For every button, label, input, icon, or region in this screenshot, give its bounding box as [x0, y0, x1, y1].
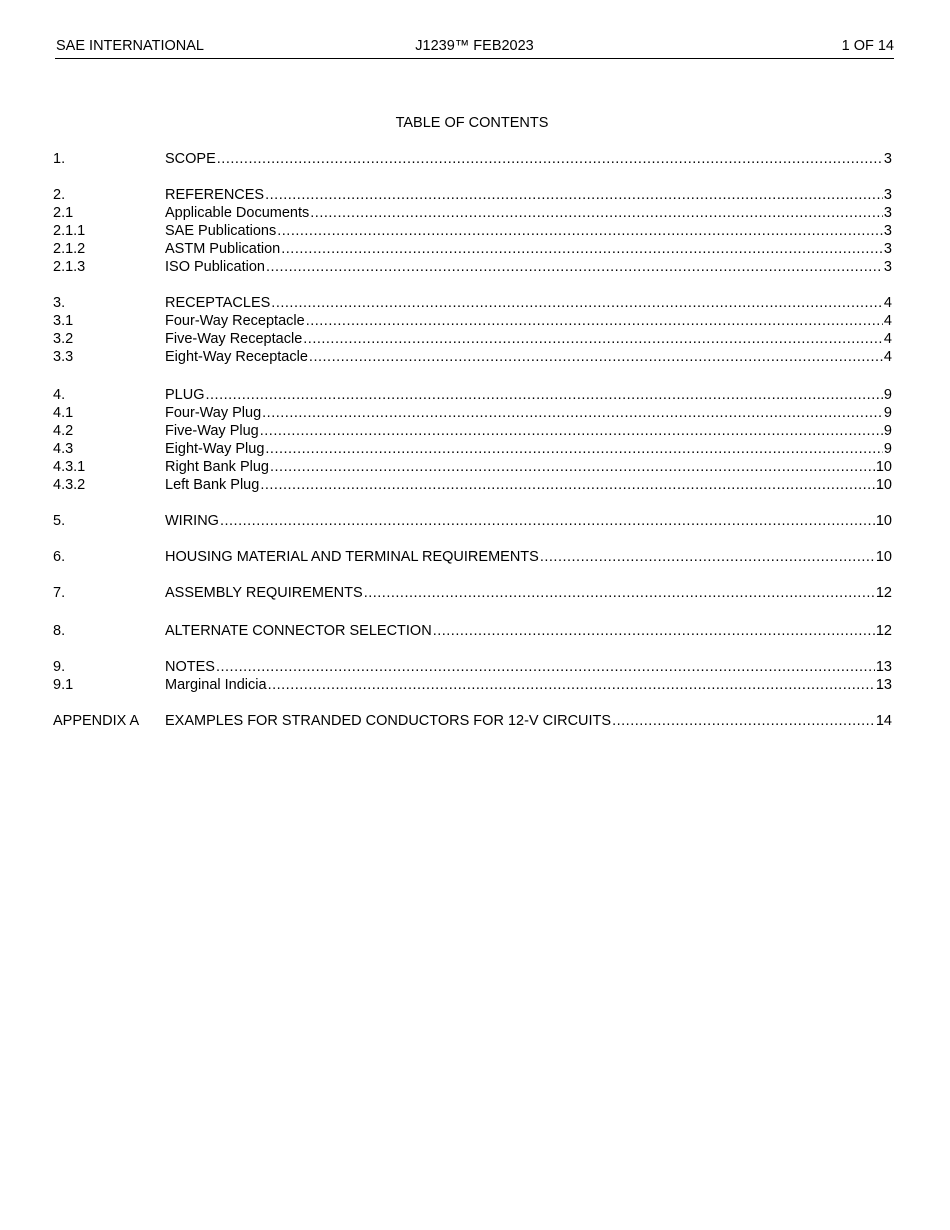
toc-entry[interactable] — [53, 240, 892, 258]
header-organization: SAE INTERNATIONAL — [56, 38, 204, 54]
toc-entry-title: ISO Publication — [165, 259, 265, 275]
toc-entry[interactable] — [53, 330, 892, 348]
toc-entry[interactable] — [53, 712, 892, 730]
toc-entry-page: 10 — [875, 513, 892, 529]
toc-entry-title: Five-Way Plug — [165, 423, 259, 439]
toc-leader-dots — [271, 294, 883, 312]
header-page-number: 1 OF 14 — [841, 38, 894, 54]
toc-entry-number: 6. — [53, 549, 66, 565]
toc-entry-title: Eight-Way Receptacle — [165, 349, 308, 365]
toc-entry[interactable] — [53, 294, 892, 312]
toc-entry-title: SCOPE — [165, 151, 216, 167]
toc-entry[interactable] — [53, 458, 892, 476]
toc-leader-dots — [433, 622, 875, 640]
toc-leader-dots — [310, 204, 883, 222]
toc-leader-dots — [612, 712, 875, 730]
toc-entry-number: 1. — [53, 151, 66, 167]
toc-entry[interactable] — [53, 222, 892, 240]
toc-entry-page: 3 — [883, 223, 892, 239]
toc-leader-dots — [281, 240, 883, 258]
toc-leader-dots — [262, 404, 883, 422]
toc-entry[interactable] — [53, 548, 892, 566]
toc-entry[interactable] — [53, 422, 892, 440]
toc-entry[interactable] — [53, 186, 892, 204]
toc-entry-page: 10 — [875, 477, 892, 493]
toc-entry[interactable] — [53, 404, 892, 422]
toc-entry-title: ASTM Publication — [165, 241, 281, 257]
toc-entry-number: 9.1 — [53, 677, 74, 693]
toc-entry-number: 4. — [53, 387, 66, 403]
toc-entry-number: 2.1 — [53, 205, 74, 221]
toc-entry[interactable] — [53, 476, 892, 494]
toc-entry-page: 9 — [883, 405, 892, 421]
toc-entry-title: ASSEMBLY REQUIREMENTS — [165, 585, 363, 601]
header-document-id: J1239™ FEB2023 — [415, 38, 534, 54]
toc-leader-dots — [206, 386, 883, 404]
toc-entry-title: REFERENCES — [165, 187, 265, 203]
toc-leader-dots — [260, 422, 883, 440]
toc-entry-number: 9. — [53, 659, 66, 675]
page-header — [55, 38, 894, 59]
toc-entry-number: 7. — [53, 585, 66, 601]
toc-entry[interactable] — [53, 440, 892, 458]
toc-entry[interactable] — [53, 622, 892, 640]
toc-entry-page: 13 — [875, 659, 892, 675]
toc-entry-title: PLUG — [165, 387, 205, 403]
toc-leader-dots — [217, 150, 883, 168]
toc-leader-dots — [309, 348, 883, 366]
toc-entry[interactable] — [53, 658, 892, 676]
toc-entry[interactable] — [53, 312, 892, 330]
toc-entry-title: WIRING — [165, 513, 219, 529]
toc-entry-page: 9 — [883, 387, 892, 403]
toc-entry[interactable] — [53, 584, 892, 602]
toc-leader-dots — [364, 584, 875, 602]
toc-leader-dots — [303, 330, 883, 348]
toc-entry-title: HOUSING MATERIAL AND TERMINAL REQUIREMENTS — [165, 549, 539, 565]
toc-entry-page: 3 — [883, 205, 892, 221]
toc-entry-page: 10 — [875, 549, 892, 565]
toc-entry-page: 4 — [883, 349, 892, 365]
toc-entry-title: Right Bank Plug — [165, 459, 269, 475]
toc-entry-title: Five-Way Receptacle — [165, 331, 303, 347]
toc-entry-number: APPENDIX A — [53, 713, 140, 729]
table-of-contents — [53, 150, 892, 730]
toc-entry-title: NOTES — [165, 659, 215, 675]
toc-entry[interactable] — [53, 348, 892, 366]
toc-entry-page: 10 — [875, 459, 892, 475]
toc-entry-title: Four-Way Plug — [165, 405, 262, 421]
toc-leader-dots — [216, 658, 875, 676]
toc-leader-dots — [220, 512, 875, 530]
toc-entry-number: 2.1.1 — [53, 223, 86, 239]
toc-entry-page: 13 — [875, 677, 892, 693]
toc-entry-page: 9 — [883, 441, 892, 457]
toc-entry-number: 2. — [53, 187, 66, 203]
toc-entry-number: 3.3 — [53, 349, 74, 365]
toc-entry-page: 4 — [883, 331, 892, 347]
toc-entry-title: ALTERNATE CONNECTOR SELECTION — [165, 623, 432, 639]
toc-entry-number: 3.2 — [53, 331, 74, 347]
toc-entry[interactable] — [53, 258, 892, 276]
toc-entry-number: 4.3.1 — [53, 459, 86, 475]
toc-leader-dots — [268, 676, 875, 694]
toc-leader-dots — [277, 222, 883, 240]
toc-entry-page: 4 — [883, 295, 892, 311]
toc-leader-dots — [265, 186, 883, 204]
toc-entry-page: 14 — [875, 713, 892, 729]
toc-entry-page: 9 — [883, 423, 892, 439]
toc-entry-page: 3 — [883, 241, 892, 257]
toc-entry-number: 2.1.3 — [53, 259, 86, 275]
toc-leader-dots — [266, 258, 883, 276]
toc-entry[interactable] — [53, 386, 892, 404]
toc-leader-dots — [265, 440, 883, 458]
toc-entry-number: 4.2 — [53, 423, 74, 439]
toc-entry-number: 4.3 — [53, 441, 74, 457]
toc-entry-number: 3.1 — [53, 313, 74, 329]
toc-leader-dots — [260, 476, 875, 494]
toc-entry-number: 4.1 — [53, 405, 74, 421]
toc-entry-title: Left Bank Plug — [165, 477, 260, 493]
toc-entry-page: 12 — [875, 623, 892, 639]
toc-entry-page: 12 — [875, 585, 892, 601]
toc-entry-title: RECEPTACLES — [165, 295, 271, 311]
toc-entry-title: SAE Publications — [165, 223, 277, 239]
toc-title: TABLE OF CONTENTS — [395, 115, 549, 131]
toc-leader-dots — [540, 548, 875, 566]
toc-leader-dots — [270, 458, 875, 476]
toc-entry-number: 4.3.2 — [53, 477, 86, 493]
toc-entry-title: Four-Way Receptacle — [165, 313, 305, 329]
toc-entry-page: 3 — [883, 259, 892, 275]
toc-entry-page: 3 — [883, 187, 892, 203]
toc-entry-number: 8. — [53, 623, 66, 639]
toc-entry-number: 2.1.2 — [53, 241, 86, 257]
toc-entry[interactable] — [53, 676, 892, 694]
toc-entry[interactable] — [53, 150, 892, 168]
toc-entry-number: 3. — [53, 295, 66, 311]
toc-entry-title: Eight-Way Plug — [165, 441, 265, 457]
toc-entry-number: 5. — [53, 513, 66, 529]
toc-entry-title: Applicable Documents — [165, 205, 310, 221]
toc-entry-page: 4 — [883, 313, 892, 329]
toc-entry-page: 3 — [883, 151, 892, 167]
toc-entry-title: Marginal Indicia — [165, 677, 267, 693]
toc-leader-dots — [306, 312, 883, 330]
toc-entry-title: EXAMPLES FOR STRANDED CONDUCTORS FOR 12-V CIRCUITS — [165, 713, 612, 729]
toc-entry[interactable] — [53, 204, 892, 222]
toc-entry[interactable] — [53, 512, 892, 530]
